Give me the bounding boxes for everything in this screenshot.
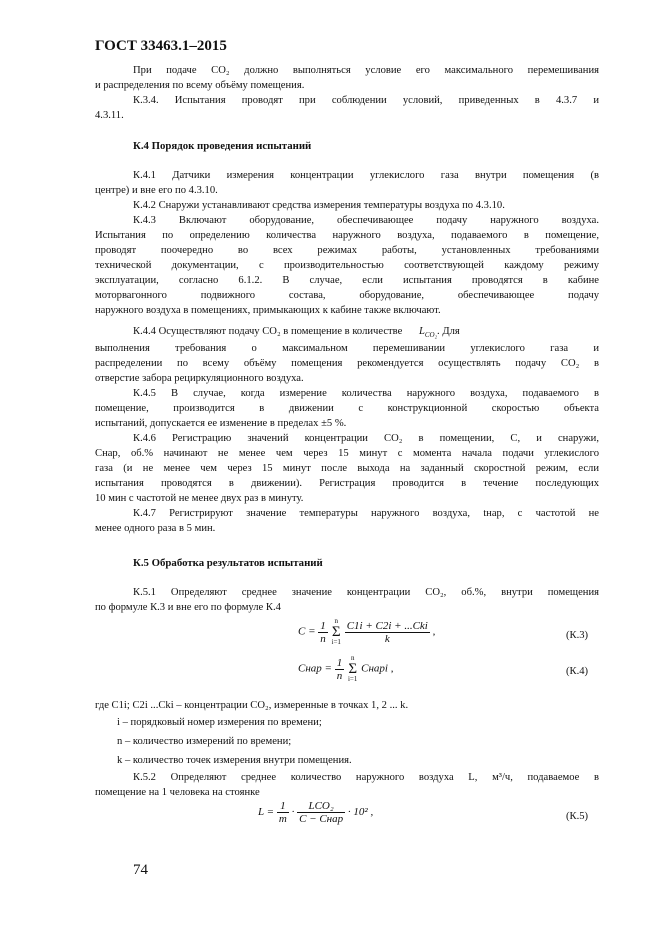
text-line: К.5.1 Определяют среднее значение концентрации СО₂, об.%, внутри помещения (133, 587, 599, 598)
text-line: К.4.6 Регистрацию значений концентрации СО₂ в помещении, С, и снаружи, (133, 433, 599, 444)
k44-line: К.4.4 Осуществляют подачу СО₂ в помещение в количестве $L_{CO_2}$. Для (133, 326, 460, 340)
legend-line: k – количество точек измерения внутри помещения. (117, 755, 352, 766)
text-line: испытания проводятся в движении). Регистрация проводится в течение последующих (95, 478, 599, 489)
text-line: выполнения требования о максимальном перемешивании углекислого газа и (95, 343, 599, 354)
formula-k3: C = $\frac{1}{n}$ n Σ i=1 $\frac{\text{C1i + C2i + ...Cki}}{k}$ , (298, 617, 436, 646)
text-line: газа (и не менее чем через 15 минут после выхода на заданный скоростной режим, если (95, 463, 599, 474)
text-line: помещение, производится в движении с конструкционной скоростью объекта (95, 403, 599, 414)
section-k5-title: К.5 Обработка результатов испытаний (133, 557, 323, 569)
legend-block (95, 698, 599, 770)
text-line: помещение на 1 человека на стоянке (95, 787, 260, 798)
legend-line: n – количество измерений по времени; (117, 736, 292, 747)
text-line: Снар, об.% начинают не менее чем через 15 минут с момента начала подачи углекислого (95, 448, 599, 459)
lco2-symbol: $L_{CO_2}$ (418, 326, 438, 340)
formula-k5-label: (К.5) (566, 811, 589, 822)
text-line: К.4.5 В случае, когда измерение количества наружного воздуха, подаваемого в (133, 388, 599, 399)
section-k5-body (95, 585, 599, 615)
text-line: эксплуатации, согласно 6.1.2. В случае, если испытания проводятся в кабине (95, 275, 599, 286)
text-line: 4.3.11. (95, 110, 124, 121)
text-line: К.4.3 Включают оборудование, обеспечивающее подачу наружного воздуха. (133, 215, 599, 226)
text-line: моторвагонного подвижного состава, оборудование, обеспечивающее подачу (95, 290, 599, 301)
legend-line: где C1i; C2i ...Cki – концентрации СО₂, измеренные в точках 1, 2 ... k. (95, 700, 409, 711)
text-line: проводят поочередно во всех режимах работы, установленных требованиями (95, 245, 599, 256)
text-line: К.5.2 Определяют среднее количество наружного воздуха L, м³/ч, подаваемое в (133, 772, 599, 783)
text-line: При подаче СО₂ должно выполняться условие его максимального перемешивания (133, 65, 599, 76)
section-k5-body-2 (95, 770, 599, 800)
sum-sign: n Σ i=1 (331, 617, 341, 646)
text-line: распределении по всему объёму помещения рекомендуется осуществлять подачу СО₂ в (95, 358, 599, 369)
text-line: 10 мин с частотой не менее двух раз в минуту. (95, 493, 304, 504)
text-line: отверстие забора рециркуляционного воздуха. (95, 373, 304, 384)
text-line: испытаний, допускается ее изменение в пределах ±5 %. (95, 418, 347, 429)
text-line: и распределения по всему объёму помещения. (95, 80, 305, 91)
text-line: по формуле К.3 и вне его по формуле К.4 (95, 602, 281, 613)
text-line: менее одного раза в 5 мин. (95, 523, 216, 534)
text-line: К.4.1 Датчики измерения концентрации углекислого газа внутри помещения (в (133, 170, 599, 181)
formula-k3-label: (К.3) (566, 630, 589, 641)
text-line: центре) и вне его по 4.3.10. (95, 185, 218, 196)
formula-k4-label: (К.4) (566, 666, 589, 677)
sum-sign: n Σ i=1 (347, 654, 358, 683)
text-line: К.3.4. Испытания проводят при соблюдении условий, приведенных в 4.3.7 и (133, 95, 599, 106)
text-line: К.4.2 Снаружи устанавливают средства измерения температуры воздуха по 4.3.10. (133, 200, 505, 211)
formula-k5: L = $\frac{1}{m}$ · $\frac{\text{LCO₂}}{\text{C − Cнар}}$ · 10² , (258, 800, 374, 825)
section-k4-body (95, 168, 599, 318)
text-line: технической документации, с производительностью соответствующей каждому режиму (95, 260, 599, 271)
legend-line: i – порядковый номер измерения по времени; (117, 717, 322, 728)
intro-block (95, 63, 599, 123)
standard-header: ГОСТ 33463.1–2015 (95, 38, 227, 54)
text-line: наружного воздуха в помещениях, примыкающих к кабине также включают. (95, 305, 441, 316)
text-line: К.4.7 Регистрируют значение температуры наружного воздуха, tнар, с частотой не (133, 508, 599, 519)
page-number: 74 (133, 862, 148, 878)
text-line: Испытания по определению количества наружного воздуха, подаваемого в помещение, (95, 230, 599, 241)
k44-text: К.4.4 Осуществляют подачу СО₂ в помещение в количестве (133, 326, 403, 337)
section-k4-title: К.4 Порядок проведения испытаний (133, 140, 312, 152)
section-k4-body-2 (95, 341, 599, 536)
formula-k4: Cнар = $\frac{1}{n}$ n Σ i=1 Cнарi , (298, 654, 394, 683)
